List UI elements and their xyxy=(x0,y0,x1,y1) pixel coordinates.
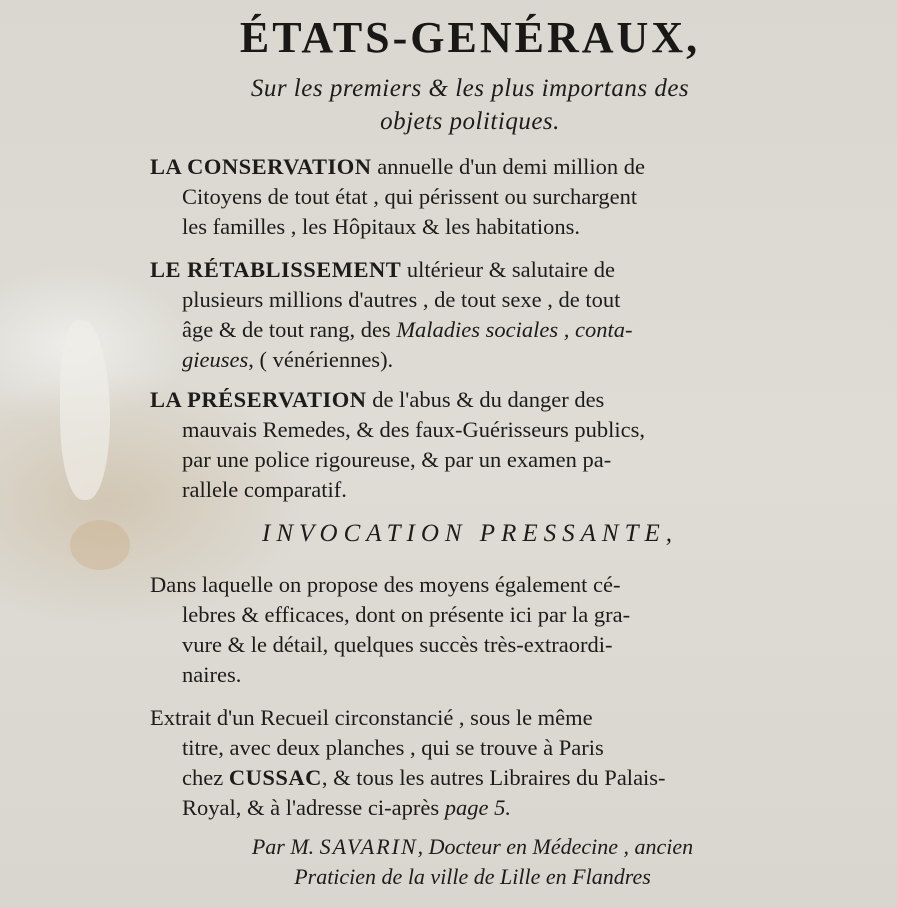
paragraph-line xyxy=(150,152,795,182)
paragraph-text: , ( vénériennes). xyxy=(248,347,394,372)
paragraph-lead: LA PRÉSERVATION xyxy=(150,387,367,412)
paragraph-line xyxy=(150,793,795,823)
paragraph-line xyxy=(150,385,795,415)
paragraph-text: chez xyxy=(182,765,229,790)
paragraph-line: Citoyens de tout état , qui périssent ou surchargent xyxy=(182,184,638,209)
author-credit xyxy=(150,832,795,892)
author-name: SAVARIN xyxy=(319,834,418,859)
paragraph-text: annuelle d'un demi million de xyxy=(371,154,645,179)
author-line xyxy=(150,832,795,862)
paragraph-line: mauvais Remedes, & des faux-Guérisseurs publics, xyxy=(182,417,646,442)
paper-stain xyxy=(70,520,130,570)
paragraph-line: les familles , les Hôpitaux & les habitations. xyxy=(182,214,581,239)
paragraph-invocation-body xyxy=(150,570,795,690)
paragraph-line: lebres & efficaces, dont on présente ici par la gra- xyxy=(182,602,631,627)
paragraph-line: titre, avec deux planches , qui se trouve à Paris xyxy=(182,735,604,760)
paragraph-italic: gieuses xyxy=(182,347,249,372)
subtitle-line: objets politiques. xyxy=(380,108,560,135)
paragraph-text: , & tous les autres Libraires du Palais- xyxy=(321,765,666,790)
paragraph-line: naires. xyxy=(182,662,242,687)
document-title: ÉTATS-GENÉRAUX, xyxy=(239,13,701,62)
paragraph-conservation xyxy=(150,152,795,242)
paragraph-preservation xyxy=(150,385,795,505)
paragraph-text: de l'abus & du danger des xyxy=(366,387,605,412)
paragraph-italic: Maladies sociales , conta- xyxy=(396,317,633,342)
paragraph-line xyxy=(150,315,795,345)
document-subtitle xyxy=(150,72,790,138)
paragraph-lead: LE RÉTABLISSEMENT xyxy=(150,257,402,282)
paragraph-line: rallele comparatif. xyxy=(182,477,347,502)
paragraph-text: ultérieur & salutaire de xyxy=(401,257,615,282)
paragraph-text: Royal, & à l'adresse ci-après xyxy=(182,795,445,820)
paragraph-text: âge & de tout rang, des xyxy=(182,317,397,342)
paragraph-line: vure & le détail, quelques succès très-extraordi- xyxy=(182,632,613,657)
author-prefix: Par M. xyxy=(251,834,320,859)
paragraph-line: plusieurs millions d'autres , de tout sexe , de tout xyxy=(182,287,621,312)
paragraph-line xyxy=(150,255,795,285)
paragraph-line xyxy=(150,763,795,793)
paragraph-line: par une police rigoureuse, & par un examen pa- xyxy=(182,447,612,472)
subtitle-line: Sur les premiers & les plus importans des xyxy=(250,75,690,102)
invocation-heading: INVOCATION PRESSANTE, xyxy=(262,520,678,547)
paragraph-italic: page 5. xyxy=(444,795,511,820)
paragraph-line: Extrait d'un Recueil circonstancié , sous le même xyxy=(150,705,593,730)
paragraph-line: Dans laquelle on propose des moyens également cé- xyxy=(150,572,621,597)
author-title: , Docteur en Médecine , ancien xyxy=(417,834,694,859)
paragraph-line xyxy=(150,345,795,375)
paragraph-retablissement xyxy=(150,255,795,375)
paragraph-name: CUSSAC xyxy=(228,765,322,790)
paper-stain xyxy=(60,320,110,500)
paragraph-extrait xyxy=(150,703,795,823)
author-line: Praticien de la ville de Lille en Flandres xyxy=(294,864,651,889)
paragraph-lead: LA CONSERVATION xyxy=(150,154,372,179)
